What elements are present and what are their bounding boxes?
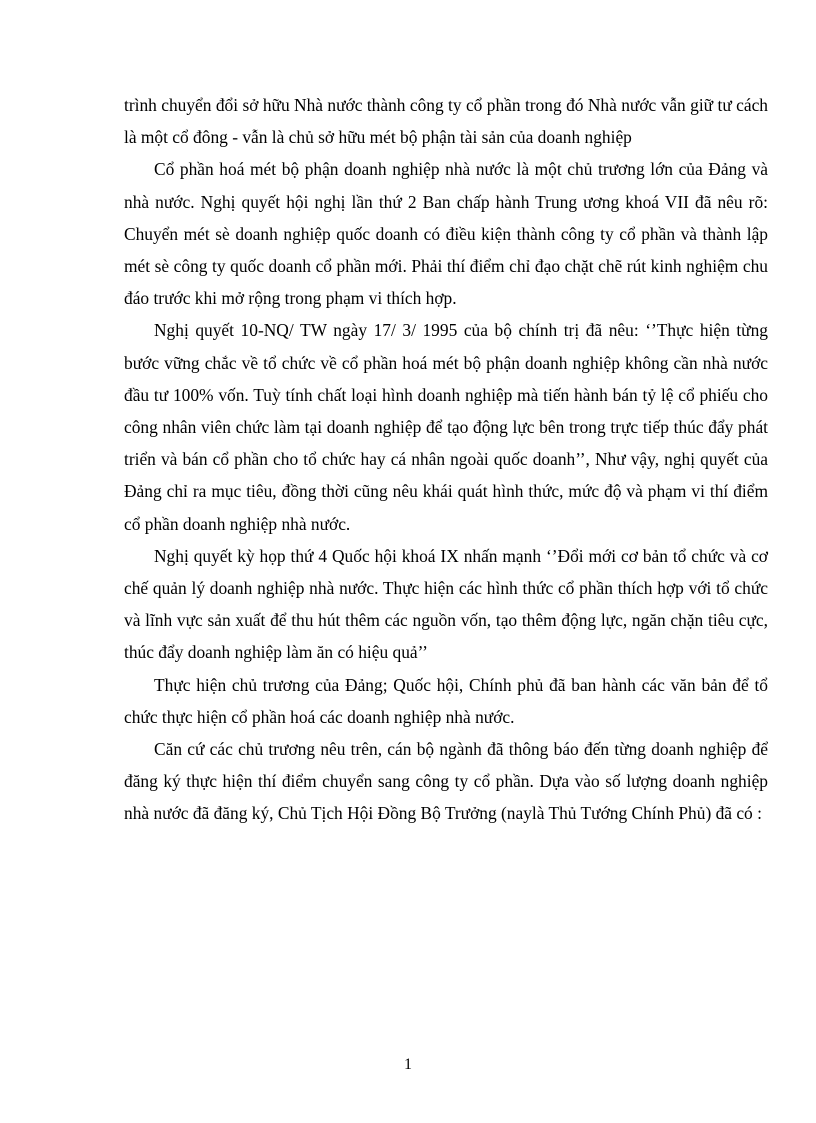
paragraph-registration: Căn cứ các chủ trương nêu trên, cán bộ ngành đã thông báo đến từng doanh nghiệp để đăng ký thực hiện thí điểm chuyển sang công ty cổ phần. Dựa vào số lượng doanh nghiệp nhà nước đã đăng ký, Chủ Tịch Hội Đồng Bộ Trưởng (naylà Thủ Tướng Chính Phủ) đã có :: [124, 739, 768, 824]
paragraph-implementation: Thực hiện chủ trương của Đảng; Quốc hội, Chính phủ đã ban hành các văn bản để tổ chức thực hiện cổ phần hoá các doanh nghiệp nhà nước.: [124, 674, 768, 727]
paragraph-continuation: trình chuyển đổi sở hữu Nhà nước thành công ty cổ phần trong đó Nhà nước vẫn giữ tư cách là một cổ đông - vẫn là chủ sở hữu mét bộ phận tài sản của doanh nghiệp: [124, 95, 768, 148]
page-number: 1: [404, 1056, 412, 1073]
paragraph-equitization-policy: Cổ phần hoá mét bộ phận doanh nghiệp nhà nước là một chủ trương lớn của Đảng và nhà nước. Nghị quyết hội nghị lần thứ 2 Ban chấp hành Trung ương khoá VII đã nêu rõ: Chuyển mét sè doanh nghiệp quốc doanh có điều kiện thành công ty cổ phần và thành lập mét sè công ty quốc doanh cổ phần mới. Phải thí điểm chỉ đạo chặt chẽ rút kinh nghiệm chu đáo trước khi mở rộng trong phạm vi thích hợp.: [124, 159, 768, 309]
document-body: [124, 89, 768, 830]
paragraph-national-assembly: Nghị quyết kỳ họp thứ 4 Quốc hội khoá IX nhấn mạnh ‘’Đổi mới cơ bản tổ chức và cơ chế quản lý doanh nghiệp nhà nước. Thực hiện các hình thức cổ phần thích hợp với tổ chức và lĩnh vực sản xuất để thu hút thêm các nguồn vốn, tạo thêm động lực, ngăn chặn tiêu cực, thúc đẩy doanh nghiệp làm ăn có hiệu quả’’: [124, 545, 768, 663]
paragraph-resolution-10: Nghị quyết 10-NQ/ TW ngày 17/ 3/ 1995 của bộ chính trị đã nêu: ‘’Thực hiện từng bước vững chắc về tổ chức về cổ phần hoá mét bộ phận doanh nghiệp không cần nhà nước đầu tư 100% vốn. Tuỳ tính chất loại hình doanh nghiệp mà tiến hành bán tỷ lệ cổ phiếu cho công nhân viên chức làm tại doanh nghiệp để tạo động lực bên trong trực tiếp thúc đẩy phát triển và bán cổ phần cho tổ chức hay cá nhân ngoài quốc doanh’’, Như vậy, nghị quyết của Đảng chỉ ra mục tiêu, đồng thời cũng nêu khái quát hình thức, mức độ và phạm vi thí điểm cổ phần doanh nghiệp nhà nước.: [124, 320, 768, 534]
